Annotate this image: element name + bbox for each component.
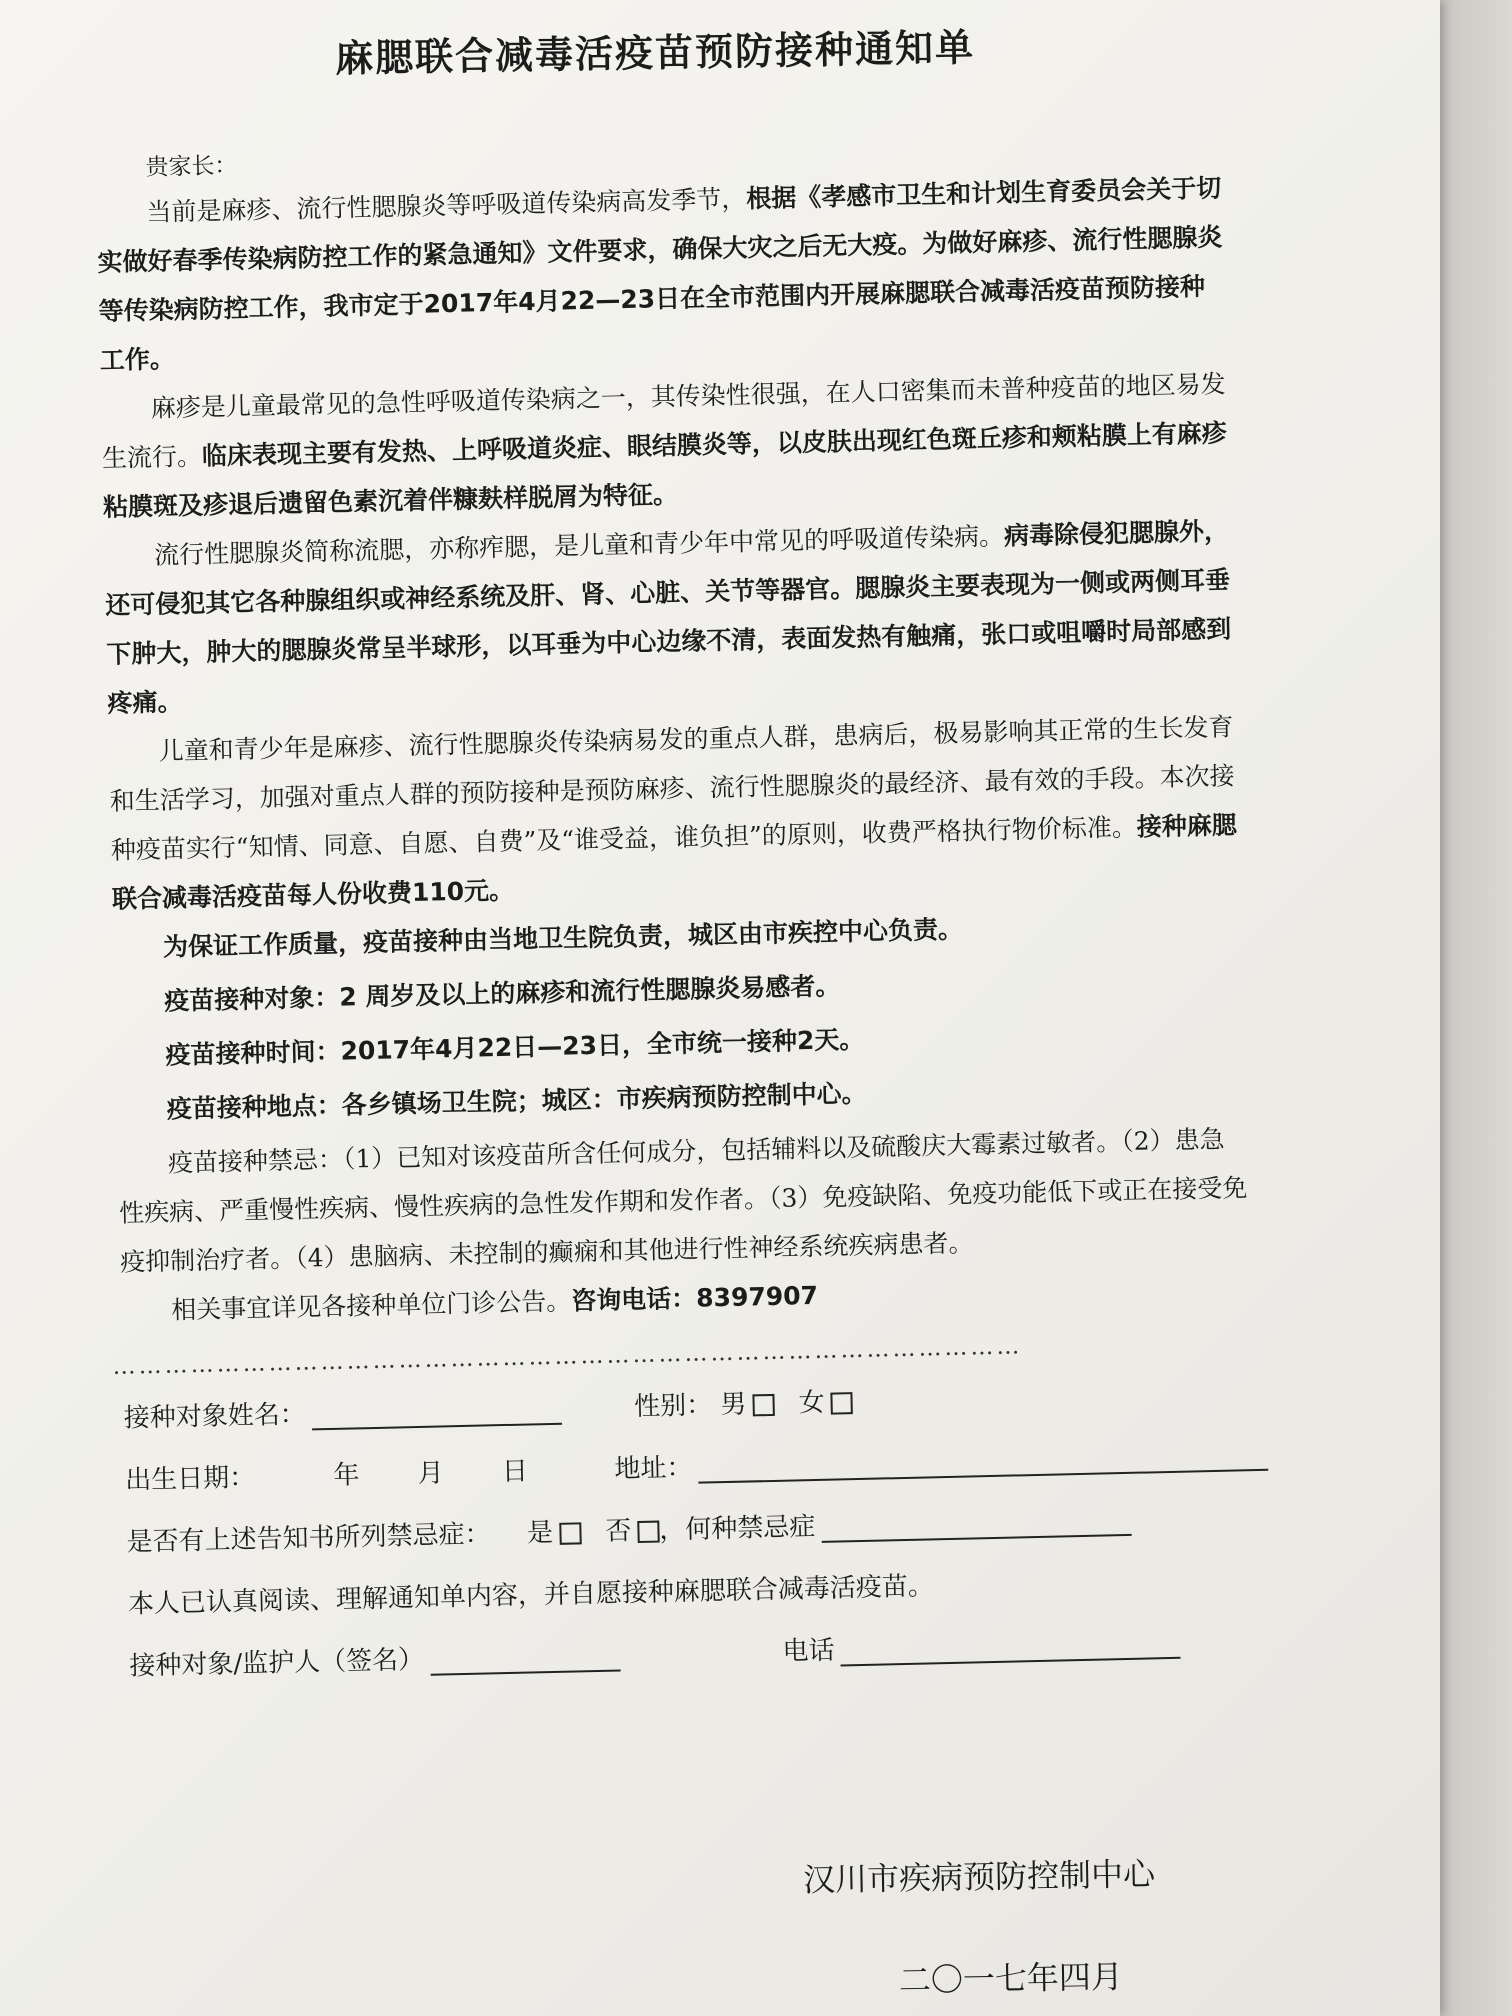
vaccination-location-line: 疫苗接种地点：各乡镇场卫生院；城区：市疾病预防控制中心。 [166, 1078, 867, 1124]
signature-field[interactable] [430, 1641, 621, 1675]
signature-label: 接种对象/监护人（签名） [129, 1644, 425, 1682]
yes-label: 是 [526, 1517, 554, 1549]
paragraph-intro [96, 163, 1230, 385]
desk-background [1432, 0, 1512, 2016]
female-label: 女 [798, 1387, 826, 1419]
address-field[interactable] [698, 1441, 1269, 1484]
document-title: 麻腮联合减毒活疫苗预防接种通知单 [334, 25, 976, 81]
issuer-name: 汉川市疾病预防控制中心 [802, 1854, 1156, 1900]
consent-statement: 本人已认真阅读、理解通知单内容，并自愿接种麻腮联合减毒活疫苗。 [127, 1571, 935, 1620]
issuer-block [759, 1838, 1202, 2016]
phone-label: 电话 [782, 1635, 835, 1667]
phone-field[interactable] [840, 1629, 1181, 1667]
salutation: 贵家长： [145, 152, 238, 181]
paragraph-key-groups [108, 702, 1242, 924]
paragraph-mumps [104, 506, 1238, 728]
issue-date: 二〇一七年四月 [898, 1957, 1124, 2000]
dob-label: 出生日期： [124, 1462, 256, 1496]
responsibility-line: 为保证工作质量，疫苗接种由当地卫生院负责，城区由市疾控中心负责。 [162, 914, 964, 962]
intro-text: 当前是麻疹、流行性腮腺炎等呼吸道传染病高发季节， [146, 184, 747, 227]
gender-label: 性别： [633, 1390, 713, 1423]
address-label: 地址： [614, 1452, 693, 1485]
no-label: 否 [604, 1516, 632, 1547]
yes-checkbox[interactable] [559, 1522, 581, 1544]
year-label: 年 [333, 1460, 360, 1491]
mumps-text: 流行性腮腺炎简称流腮，亦称痄腮，是儿童和青少年中常见的呼吸道传染病。 [153, 521, 1005, 570]
mumps-bold-text: 病毒除侵犯腮腺外，还可侵犯其它各种腺组织或神经系统及肝、肾、心脏、关节等器官。腮腺炎主要表现为一侧或两侧耳垂下肿大，肿大的腮腺炎常呈半球形，以耳垂为中心边缘不清，表面发热有触痛，张口或咀嚼时局部感到疼痛。 [105, 516, 1232, 718]
contraindication-label: 是否有上述告知书所列禁忌症： [126, 1519, 491, 1558]
male-label: 男 [720, 1389, 747, 1421]
dotted-cut-line: …………………………………………………………………………………………… [112, 1333, 1023, 1380]
which-contraindication-label: ，何种禁忌症 [658, 1512, 816, 1546]
name-label: 接种对象姓名： [123, 1399, 307, 1434]
paragraph-measles [100, 359, 1233, 532]
key-groups-text: 儿童和青少年是麻疹、流行性腮腺炎传染病易发的重点人群，患病后，极易影响其正常的生长发育和生活学习，加强对重点人群的预防接种是预防麻疹、流行性腮腺炎的最经济、最有效的手段。本次接种疫苗实行“知情、同意、自愿、自费”及“谁受益，谁负担”的原则，收费严格执行物价标准。 [109, 712, 1235, 865]
name-field[interactable] [311, 1395, 562, 1431]
vaccination-target-line: 疫苗接种对象：2 周岁及以上的麻疹和流行性腮腺炎易感者。 [163, 971, 841, 1016]
month-label: 月 [417, 1458, 445, 1490]
day-label: 日 [501, 1456, 529, 1488]
paragraph-contraindications: 疫苗接种禁忌：（1）已知对该疫苗所含任何成分，包括辅料以及硫酸庆大霉素过敏者。（2）患急性疾病、严重慢性疾病、慢性疾病的急性发作期和发作者。（3）免疫缺陷、免疫功能低下或正在接受免疫抑制治疗者。（4）患脑病、未控制的癫痫和其他进行性神经系统疾病患者。 [118, 1124, 1248, 1277]
consent-form [123, 1362, 1260, 1698]
male-checkbox[interactable] [752, 1394, 774, 1416]
measles-text: 麻疹是儿童最常见的急性呼吸道传染病之一，其传染性很强，在人口密集而未普种疫苗的地区易发生流行。 [101, 369, 1226, 473]
consult-phone: 咨询电话：8397907 [570, 1280, 819, 1316]
consult-text: 相关事宜详见各接种单位门诊公告。 [171, 1286, 572, 1325]
measles-bold-text: 临床表现主要有发热、上呼吸道炎症、眼结膜炎等，以皮肤出现红色斑丘疹和颊粘膜上有麻疹粘膜斑及疹退后遗留色素沉着伴糠麸样脱屑为特征。 [102, 418, 1228, 522]
fee-text: 接种麻腮联合减毒活疫苗每人份收费110元。 [111, 810, 1238, 914]
contraindication-field[interactable] [821, 1506, 1132, 1543]
female-checkbox[interactable] [831, 1392, 853, 1414]
no-checkbox[interactable] [637, 1521, 659, 1543]
vaccination-time-line: 疫苗接种时间：2017年4月22日—23日，全市统一接种2天。 [165, 1024, 865, 1070]
intro-bold-text: 根据《孝感市卫生和计划生育委员会关于切实做好春季传染病防控工作的紧急通知》文件要求，确保大灾之后无大疫。为做好麻疹、流行性腮腺炎等传染病防控工作，我市定于2017年4月22—23日在全市范围内开展麻腮联合减毒活疫苗预防接种工作。 [97, 173, 1223, 375]
document-body [95, 124, 1260, 1697]
